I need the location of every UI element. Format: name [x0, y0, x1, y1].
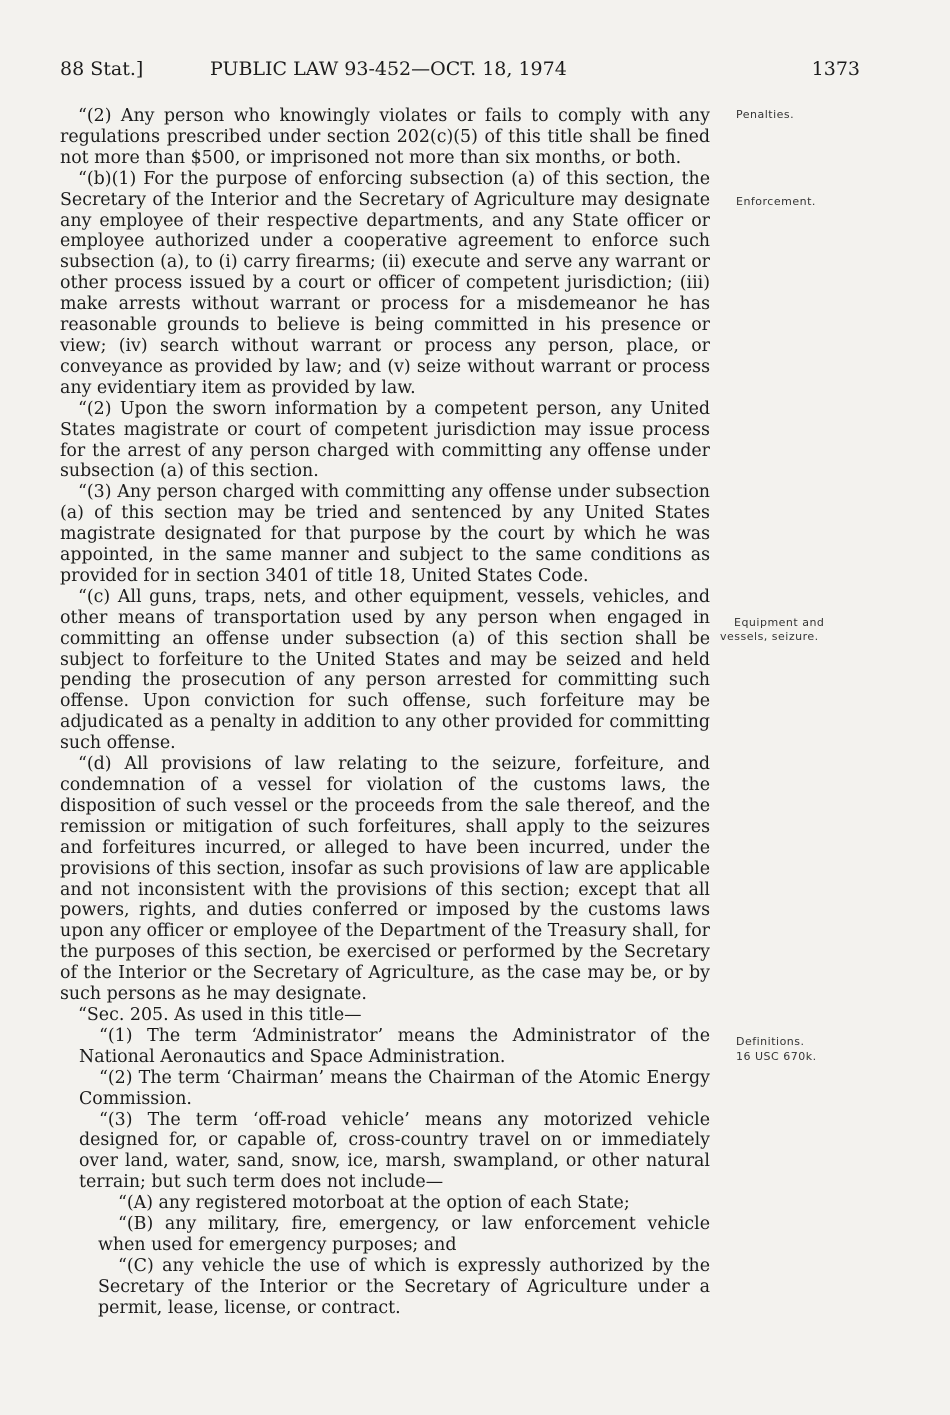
- definition-off-road-vehicle: “(3) The term ‘off-road vehicle’ means any motorized vehicle designed for, or capable of, cross-country travel on or immediately over land, water, sand, snow, ice, marsh, swampland, or other natural terrain; but such term does not include—: [79, 1109, 710, 1193]
- exclusion-a: “(A) any registered motorboat at the option of each State;: [118, 1193, 630, 1214]
- paragraph-c: “(c) All guns, traps, nets, and other equipment, vessels, vehicles, and other means of transportation used by any person when engaged in committing an offense under subsection (a) of this section shall be subject to forfeiture to the United States and may be seized and held pending the prosecution of any person arrested for committing such offense. Upon conviction for such offense, such forfeiture may be adjudicated as a penalty in addition to any other provided for committing such offense.: [60, 586, 710, 754]
- page-number: 1373: [811, 58, 860, 80]
- definition-chairman: “(2) The term ‘Chairman’ means the Chairman of the Atomic Energy Commission.: [79, 1067, 710, 1109]
- paragraph-b2: “(2) Upon the sworn information by a competent person, any United States magistrate or court of competent jurisdiction may issue process for the arrest of any person charged with committing any offense under subsection (a) of this section.: [60, 398, 710, 482]
- law-title: PUBLIC LAW 93-452—OCT. 18, 1974: [210, 58, 567, 80]
- paragraph-b3: “(3) Any person charged with committing any offense under subsection (a) of this section may be tried and sentenced by any United States magistrate designated for that purpose by the court by which he was appointed, in the same manner and subject to the same conditions as provided for in section 3401 of title 18, United States Code.: [60, 482, 710, 586]
- statute-reference: 88 Stat.]: [60, 58, 144, 80]
- margin-note-equipment: Equipment and: [734, 616, 825, 629]
- margin-note-enforcement: Enforcement.: [736, 195, 816, 208]
- margin-note-usc-citation: 16 USC 670k.: [736, 1050, 817, 1063]
- paragraph-b1: “(b)(1) For the purpose of enforcing subsection (a) of this section, the Secretary of the Interior and the Secretary of Agriculture may designate any employee of their respective departments, and any State officer or employee authorized under a cooperative agreement to enforce such subsection (a), to (i) carry firearms; (ii) execute and serve any warrant or other process issued by a court or officer of competent jurisdiction; (iii) make arrests without warrant or process for a misdemeanor he has reasonable grounds to believe is being committed in his presence or view; (iv) search without warrant or process any person, place, or conveyance as provided by law; and (v) seize without warrant or process any evidentiary item as provided by law.: [60, 168, 710, 398]
- exclusion-b: “(B) any military, fire, emergency, or law enforcement vehicle when used for emergency purposes; and: [98, 1214, 710, 1255]
- margin-note-penalties: Penalties.: [736, 108, 795, 121]
- definition-administrator: “(1) The term ‘Administrator’ means the Administrator of the National Aeronautics and Space Administration.: [79, 1025, 710, 1067]
- margin-note-definitions: Definitions.: [736, 1035, 805, 1048]
- exclusion-c: “(C) any vehicle the use of which is expressly authorized by the Secretary of the Interior or the Secretary of Agriculture under a permit, lease, license, or contract.: [98, 1255, 710, 1318]
- paragraph-penalty-2: “(2) Any person who knowingly violates or fails to comply with any regulations prescribed under section 202(c)(5) of this title shall be fined not more than $500, or imprisoned not more than six months, or both.: [60, 106, 710, 168]
- margin-note-vessels-seizure: vessels, seizure.: [720, 630, 819, 643]
- page-header: [60, 58, 860, 86]
- section-205-heading: “Sec. 205. As used in this title—: [78, 1004, 362, 1025]
- law-body-text: [60, 106, 710, 1319]
- paragraph-d: “(d) All provisions of law relating to the seizure, forfeiture, and condemnation of a vessel for violation of the customs laws, the disposition of such vessel or the proceeds from the sale thereof, and the remission or mitigation of such forfeitures, shall apply to the seizures and forfeitures incurred, or alleged to have been incurred, under the provisions of this section, insofar as such provisions of law are applicable and not inconsistent with the provisions of this section; except that all powers, rights, and duties conferred or imposed by the customs laws upon any officer or employee of the Department of the Treasury shall, for the purposes of this section, be exercised or performed by the Secretary of the Interior or the Secretary of Agriculture, as the case may be, or by such persons as he may designate.: [60, 754, 710, 1005]
